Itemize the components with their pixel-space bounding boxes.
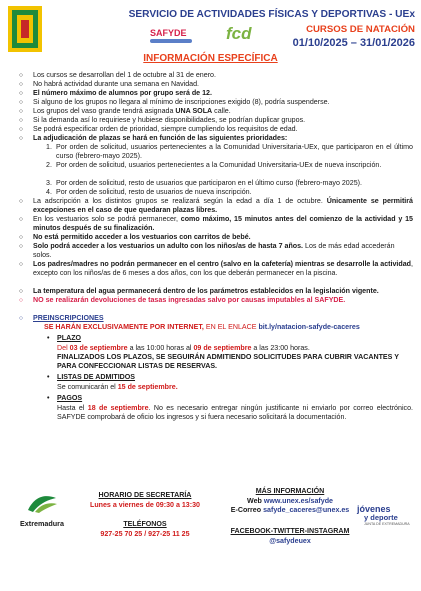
web-link[interactable]: www.unex.es/safyde <box>263 496 333 505</box>
telefonos-block: TELÉFONOS 927-25 70 25 / 927-25 11 25 <box>100 520 190 538</box>
plazo-text: Del 03 de septiembre a las 10:00 horas al 09 de septiembre a las 23:00 horas. <box>57 344 310 352</box>
list-item: ○ Los cursos se desarrollan del 1 de octubre al 31 de enero. <box>19 71 216 79</box>
page-subtitle: CURSOS DE NATACIÓN <box>306 24 415 35</box>
plazo-title: • PLAZO <box>47 334 82 342</box>
list-item: ○ Los grupos del vaso grande tendrá asignada UNA SOLA calle. <box>19 107 231 115</box>
section-title: INFORMACIÓN ESPECÍFICA <box>143 53 278 64</box>
uex-logo <box>8 6 42 52</box>
list-item: ○ Si alguno de los grupos no llegara al mínimo de inscripciones exigido (8), podría suspenderse. <box>19 98 330 106</box>
priority-item: 4. Por orden de solicitud, resto de usuarios de nueva inscripción. <box>46 188 252 196</box>
pagos-title: • PAGOS <box>47 394 83 402</box>
list-item: ○ El número máximo de alumnos por grupo será de 12. <box>19 89 212 97</box>
fcd-logo: fcd <box>226 24 252 43</box>
list-item: ○ NO se realizarán devoluciones de tasas ingresadas salvo por causas imputables al SAFYDE. <box>19 296 346 304</box>
list-item: ○ La adscripción a los distintos grupos se realizará según la edad a día 1 de octubre. Únicamente se permitirá excepciones en el caso de que quedaran plazas libres. <box>19 197 413 214</box>
info-block: MÁS INFORMACIÓN Web www.unex.es/safyde E-Correo safyde_caceres@unex.es <box>230 487 350 515</box>
list-item: ○ No está permitido acceder a los vestuarios con carritos de bebé. <box>19 233 251 241</box>
priority-item: 1. Por orden de solicitud, usuarios pertenecientes a la Comunidad Universitaria-UEx, que participaron en el último curso (febrero-mayo 2025). <box>46 143 413 160</box>
priority-item: 2. Por orden de solicitud, usuarios pertenecientes a la Comunidad Universitaria-UEx de nueva inscripción. <box>46 161 382 169</box>
preinscripcion-link[interactable]: bit.ly/natacion-safyde-caceres <box>258 323 360 331</box>
list-item: ○ La temperatura del agua permanecerá dentro de los parámetros establecidos en la legislación vigente. <box>19 287 379 295</box>
horario-block: HORARIO DE SECRETARÍA Lunes a viernes de 09:30 a 13:30 <box>89 491 200 509</box>
list-item: ○ Solo podrá acceder a los vestuarios un adulto con los niños/as de hasta 7 años. Los de más edad accederán solos. <box>19 242 395 259</box>
page-title: SERVICIO DE ACTIVIDADES FÍSICAS Y DEPORTIVAS - UEx <box>128 9 415 20</box>
list-item: ○ En los vestuarios solo se podrá permanecer, como máximo, 15 minutos antes del comienzo de la actividad y 15 minutos después de su finalización. <box>19 215 413 232</box>
pagos-text: Hasta el 18 de septiembre. No es necesario entregar ningún justificante ni enviarlo por correo electrónico. SAFYDE comprobará de oficio los ingresos y si fuera necesario solicitará la documentación. <box>57 404 413 421</box>
social-handle[interactable]: @safydeuex <box>269 536 311 545</box>
listas-title: • LISTAS DE ADMITIDOS <box>47 373 136 381</box>
priority-item: 3. Por orden de solicitud, resto de usuarios que participaron en el último curso (febrero-mayo 2025). <box>46 179 362 187</box>
extremadura-logo: Extremadura <box>16 492 68 528</box>
listas-text: Se comunicarán el 15 de septiembre. <box>57 383 178 391</box>
social-block: FACEBOOK-TWITTER-INSTAGRAM @safydeuex <box>225 527 355 546</box>
list-item: ○ Se podrá especificar orden de prioridad, siempre cumpliendo los requisitos de edad. <box>19 125 298 133</box>
email-link[interactable]: safyde_caceres@unex.es <box>263 506 350 515</box>
extremadura-emblem-icon <box>25 492 59 514</box>
list-item: ○ Si la demanda así lo requiriese y hubiese disponibilidades, se podrían duplicar grupos. <box>19 116 306 124</box>
list-item: ○ Los padres/madres no podrán permanecer en el centro (salvo en la cafetería) mientras se desarrolle la actividad, excepto con los niños/as de 6 meses a dos años, con los que deberán permanecer en la piscina. <box>19 260 413 277</box>
plazo-note: FINALIZADOS LOS PLAZOS, SE SEGUIRÁN ADMITIENDO SOLICITUDES PARA CUBRIR VACANTES Y PARA CONFECCIONAR LISTAS DE RESERVAS. <box>57 353 399 370</box>
list-item: ○ No habrá actividad durante una semana en Navidad. <box>19 80 200 88</box>
course-dates: 01/10/2025 – 31/01/2026 <box>292 37 415 49</box>
list-item: ○ La adjudicación de plazas se hará en función de las siguientes prioridades: <box>19 134 288 142</box>
jovenes-deporte-logo: jóvenes y deporte JUNTA DE EXTREMADURA <box>357 504 410 526</box>
safyde-logo: SAFYDE <box>150 28 192 43</box>
preinscripciones-title: ○ PREINSCRIPCIONES <box>19 314 104 322</box>
preinscripciones-text: SE HARÁN EXCLUSIVAMENTE POR INTERNET, EN EL ENLACE bit.ly/natacion-safyde-caceres <box>44 323 360 331</box>
